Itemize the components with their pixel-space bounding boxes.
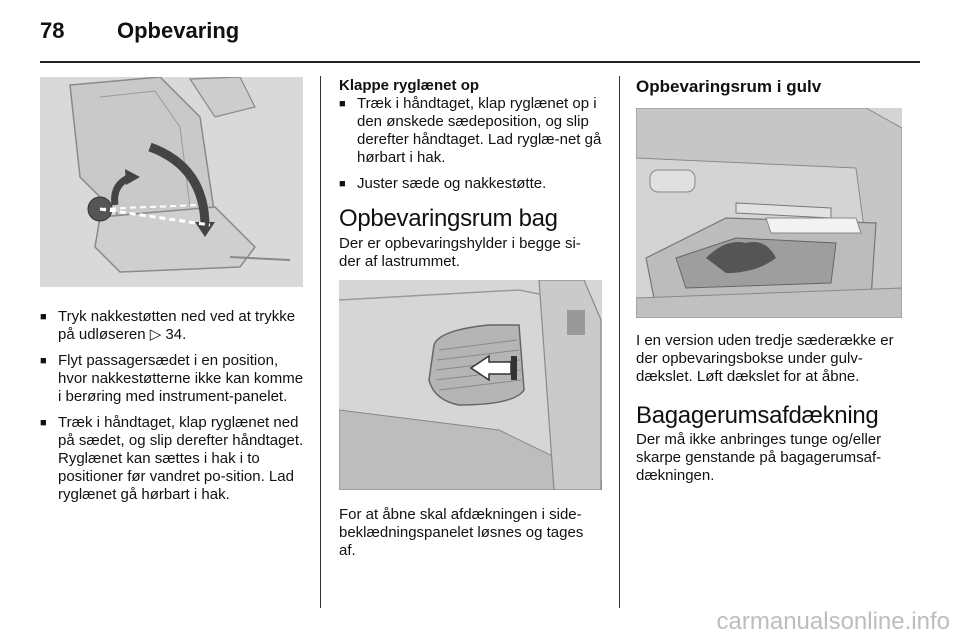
figure-caption: For at åbne skal afdækningen i side-beklædningspanelet løsnes og tages af.: [339, 506, 584, 559]
column-3: [636, 77, 902, 485]
watermark: carmanualsonline.info: [716, 608, 950, 635]
section-text: Der er opbevaringshylder i begge si-der af lastrummet.: [339, 235, 581, 270]
list-item: ■ Træk i håndtaget, klap ryglænet ned på sædet, og slip derefter håndtaget. Ryglænet kan sættes i hak i to positioner før vandret po-sition. Lad ryglænet gå hørbart i hak.: [40, 414, 304, 504]
page-title: Opbevaring: [117, 18, 240, 43]
list-item: ■ Tryk nakkestøtten ned ved at trykke på udløseren ▷ 34.: [40, 308, 304, 344]
instruction-list: [339, 95, 603, 193]
section-text: I en version uden tredje sæderække er der opbevaringsbokse under gulv-dækslet. Løft dækslet for at åbne.: [636, 332, 894, 385]
list-item: ■ Juster sæde og nakkestøtte.: [339, 175, 603, 193]
section-heading: Opbevaringsrum bag: [339, 205, 558, 232]
header-rule: [40, 61, 920, 63]
seat-illustration: [40, 77, 303, 287]
column-1: [40, 77, 304, 512]
storage-panel-illustration: [339, 280, 602, 490]
subheading: Klappe ryglænet op: [339, 77, 480, 94]
section-text: Der må ikke anbringes tunge og/eller skarpe genstande på bagagerumsaf-dækningen.: [636, 431, 882, 484]
column-2: [339, 77, 603, 560]
column-divider-1: [320, 76, 321, 608]
instruction-list: [40, 308, 304, 504]
list-item: ■ Flyt passagersædet i en position, hvor nakkestøtterne ikke kan komme i berøring med instrument-panelet.: [40, 352, 304, 406]
section-heading: Opbevaringsrum i gulv: [636, 77, 822, 96]
section-heading: Bagagerumsafdækning: [636, 402, 879, 429]
page-number: 78: [40, 18, 65, 43]
page-header: [40, 18, 920, 54]
list-item: ■ Træk i håndtaget, klap ryglænet op i den ønskede sædeposition, og slip derefter håndtaget. Lad ryglæ-net gå hørbart i hak.: [339, 95, 603, 167]
column-divider-2: [619, 76, 620, 608]
floor-storage-illustration: [636, 108, 902, 318]
